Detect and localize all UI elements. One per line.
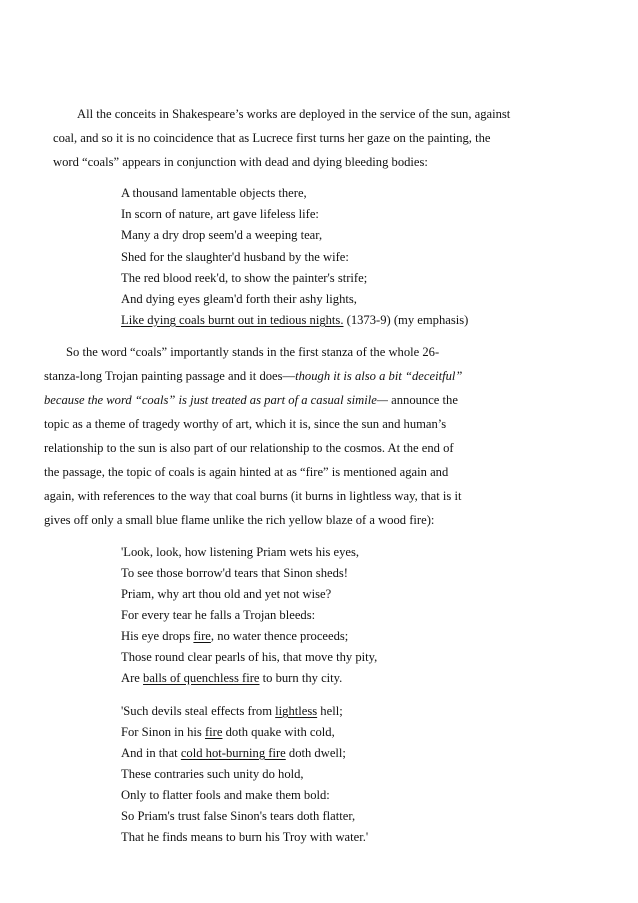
text-line: All the conceits in Shakespeare’s works are deployed in the service of the sun, against	[77, 107, 511, 121]
citation: (1373-9) (my emphasis)	[343, 313, 469, 327]
italic-span: because the word “coals” is just treated as part of a casual simile—	[44, 393, 388, 407]
underlined-phrase: cold hot-burning fire	[180, 746, 286, 760]
verse-line: These contraries such unity do hold,	[121, 767, 304, 781]
text-line	[44, 393, 458, 408]
verse-line: Many a dry drop seem'd a weeping tear,	[121, 228, 323, 242]
verse-line: Only to flatter fools and make them bold:	[121, 788, 330, 802]
text-span: to burn thy city.	[259, 671, 343, 685]
text-line: again, with references to the way that coal burns (it burns in lightless way, that is it	[44, 489, 462, 503]
text-span: Are	[121, 671, 144, 685]
verse-line: To see those borrow'd tears that Sinon sheds!	[121, 566, 348, 580]
verse-line: The red blood reek'd, to show the painter's strife;	[121, 271, 368, 285]
verse-line	[121, 704, 343, 719]
underlined-phrase: fire	[204, 725, 223, 739]
verse-line: That he finds means to burn his Troy with water.'	[121, 830, 369, 844]
verse-line	[121, 629, 348, 644]
text-line: the passage, the topic of coals is again hinted at as “fire” is mentioned again and	[44, 465, 449, 479]
text-span: 'Such devils steal effects from	[121, 704, 276, 718]
verse-line-cited	[121, 313, 468, 328]
verse-line: 'Look, look, how listening Priam wets his eyes,	[121, 545, 360, 559]
text-line: word “coals” appears in conjunction with dead and dying bleeding bodies:	[53, 155, 428, 169]
text-line	[44, 369, 462, 384]
verse-line: Shed for the slaughter'd husband by the wife:	[121, 250, 349, 264]
verse-line	[121, 725, 335, 740]
verse-line: Those round clear pearls of his, that move thy pity,	[121, 650, 378, 664]
italic-span: though it is also a bit “deceitful”	[295, 369, 463, 383]
underlined-phrase: balls of quenchless fire	[143, 671, 260, 685]
verse-line: For every tear he falls a Trojan bleeds:	[121, 608, 316, 622]
text-span: And in that	[121, 746, 181, 760]
text-span: announce the	[388, 393, 458, 407]
text-line: coal, and so it is no coincidence that as Lucrece first turns her gaze on the painting, the	[53, 131, 491, 145]
verse-line	[121, 671, 342, 686]
text-line: gives off only a small blue flame unlike the rich yellow blaze of a wood fire):	[44, 513, 435, 527]
text-span: doth quake with cold,	[222, 725, 335, 739]
verse-line: So Priam's trust false Sinon's tears doth flatter,	[121, 809, 356, 823]
underlined-phrase: Like dying coals burnt out in tedious nights.	[121, 313, 344, 327]
verse-line: And dying eyes gleam'd forth their ashy lights,	[121, 292, 357, 306]
verse-line: In scorn of nature, art gave lifeless life:	[121, 207, 319, 221]
text-line: topic as a theme of tragedy worthy of art, which it is, since the sun and human’s	[44, 417, 447, 431]
verse-line: Priam, why art thou old and yet not wise?	[121, 587, 332, 601]
text-span: His eye drops	[121, 629, 194, 643]
underlined-phrase: fire	[193, 629, 211, 643]
text-span: stanza-long Trojan painting passage and it does—	[44, 369, 296, 383]
text-span: For Sinon in his	[121, 725, 205, 739]
verse-line	[121, 746, 346, 761]
text-line: So the word “coals” importantly stands in the first stanza of the whole 26-	[66, 345, 440, 359]
text-span: , no water thence proceeds;	[210, 629, 349, 643]
verse-line: A thousand lamentable objects there,	[121, 186, 307, 200]
text-line: relationship to the sun is also part of our relationship to the cosmos. At the end of	[44, 441, 454, 455]
text-span: doth dwell;	[285, 746, 346, 760]
text-span: hell;	[317, 704, 343, 718]
underlined-phrase: lightless	[275, 704, 318, 718]
